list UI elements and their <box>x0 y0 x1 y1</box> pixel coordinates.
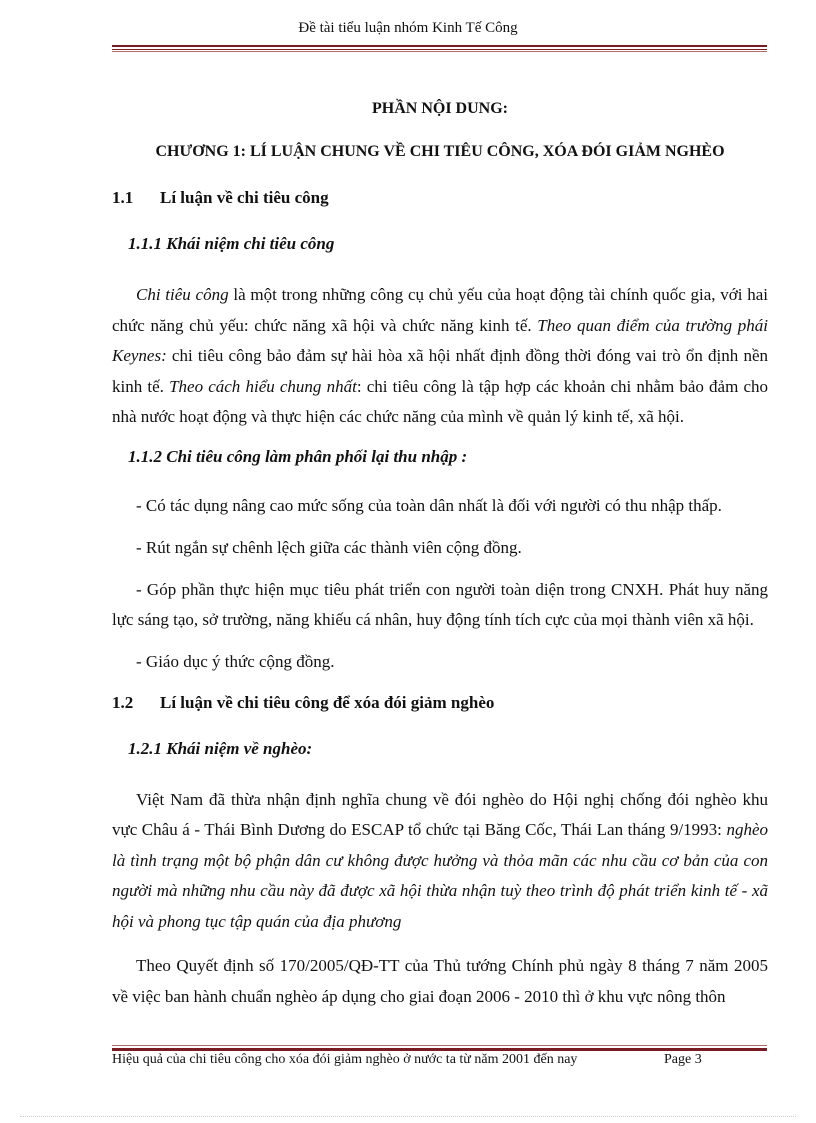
paragraph-1 <box>112 280 768 433</box>
text-run: là một trong những công cụ chủ yếu của hoạt động tài chính quốc gia, với hai chức năng chủ yếu: chức năng xã hội và chức năng kinh tế. <box>112 285 768 335</box>
paragraph-2 <box>112 785 768 938</box>
footer-rule <box>112 1044 767 1051</box>
section-1-2 <box>112 693 768 739</box>
text-run: Việt Nam đã thừa nhận định nghĩa chung về đói nghèo do Hội nghị chống đói nghèo khu vực Châu á - Thái Bình Dương do ESCAP tổ chức tại Băng Cốc, Thái Lan tháng 9/1993: <box>112 789 768 839</box>
text-run: chi tiêu công bảo đảm sự hài hòa xã hội nhất định đồng thời đóng vai trò ổn định nền kinh tế. <box>112 346 768 396</box>
footer-text: Hiệu quả của chi tiêu công cho xóa đói giảm nghèo ở nước ta từ năm 2001 đến nay <box>112 1052 578 1067</box>
section-1-1 <box>112 188 768 234</box>
part-title: PHẦN NỘI DUNG: <box>372 100 508 117</box>
header-rule <box>112 45 767 52</box>
bullet-item: - Góp phần thực hiện mục tiêu phát triển con người toàn diện trong CNXH. Phát huy năng lực sáng tạo, sở trường, năng khiếu cá nhân, huy động tính tích cực của mọi thành viên xã hội. <box>112 579 768 629</box>
paragraph-3: Theo Quyết định số 170/2005/QĐ-TT của Thủ tướng Chính phủ ngày 8 tháng 7 năm 2005 về việc ban hành chuẩn nghèo áp dụng cho giai đoạn 2006 - 2010 thì ở khu vực nông thôn <box>112 956 768 1006</box>
section-title: Lí luận về chi tiêu công <box>160 188 329 207</box>
section-title: Lí luận về chi tiêu công để xóa đói giảm nghèo <box>160 692 495 712</box>
section-1-1-1: 1.1.1 Khái niệm chi tiêu công <box>128 234 335 253</box>
section-number: 1.2 <box>112 692 134 712</box>
text-run: : chi tiêu công là tập hợp các khoản chi nhằm bảo đảm cho nhà nước hoạt động và thực hiện các chức năng của mình về quản lý kinh tế, xã hội. <box>112 376 768 426</box>
page-footer <box>112 1052 767 1068</box>
italic-run: Theo quan điểm của trường phái Keynes: <box>112 315 769 365</box>
italic-run: nghèo là tình trạng một bộ phận dân cư không được hưởng và thỏa mãn các nhu cầu cơ bản của con người mà những nhu cầu này đã được xã hội thừa nhận tuỳ theo trình độ phát triển kinh tế - xã hội và phong tục tập quán của địa phương <box>112 820 768 931</box>
page-header: Đề tài tiểu luận nhóm Kinh Tế Công <box>298 20 518 36</box>
section-number: 1.1 <box>112 188 134 207</box>
bullet-item: - Có tác dụng nâng cao mức sống của toàn dân nhất là đối với người có thu nhập thấp. <box>136 495 722 515</box>
term-chi-tieu-cong: Chi tiêu công <box>136 285 229 304</box>
chapter-title: CHƯƠNG 1: LÍ LUẬN CHUNG VỀ CHI TIÊU CÔNG, XÓA ĐÓI GIẢM NGHÈO <box>155 143 725 160</box>
page-number: Page 3 <box>664 1052 702 1067</box>
italic-run: Theo cách hiểu chung nhất <box>169 376 357 396</box>
bullet-item: - Rút ngắn sự chênh lệch giữa các thành viên cộng đồng. <box>136 537 522 557</box>
page-edge <box>20 1116 796 1117</box>
page-body <box>112 97 768 1026</box>
bullet-item: - Giáo dục ý thức cộng đồng. <box>136 651 335 671</box>
section-1-2-1: 1.2.1 Khái niệm về nghèo: <box>128 738 313 758</box>
section-1-1-2: 1.1.2 Chi tiêu công làm phân phối lại thu nhập : <box>128 446 468 466</box>
